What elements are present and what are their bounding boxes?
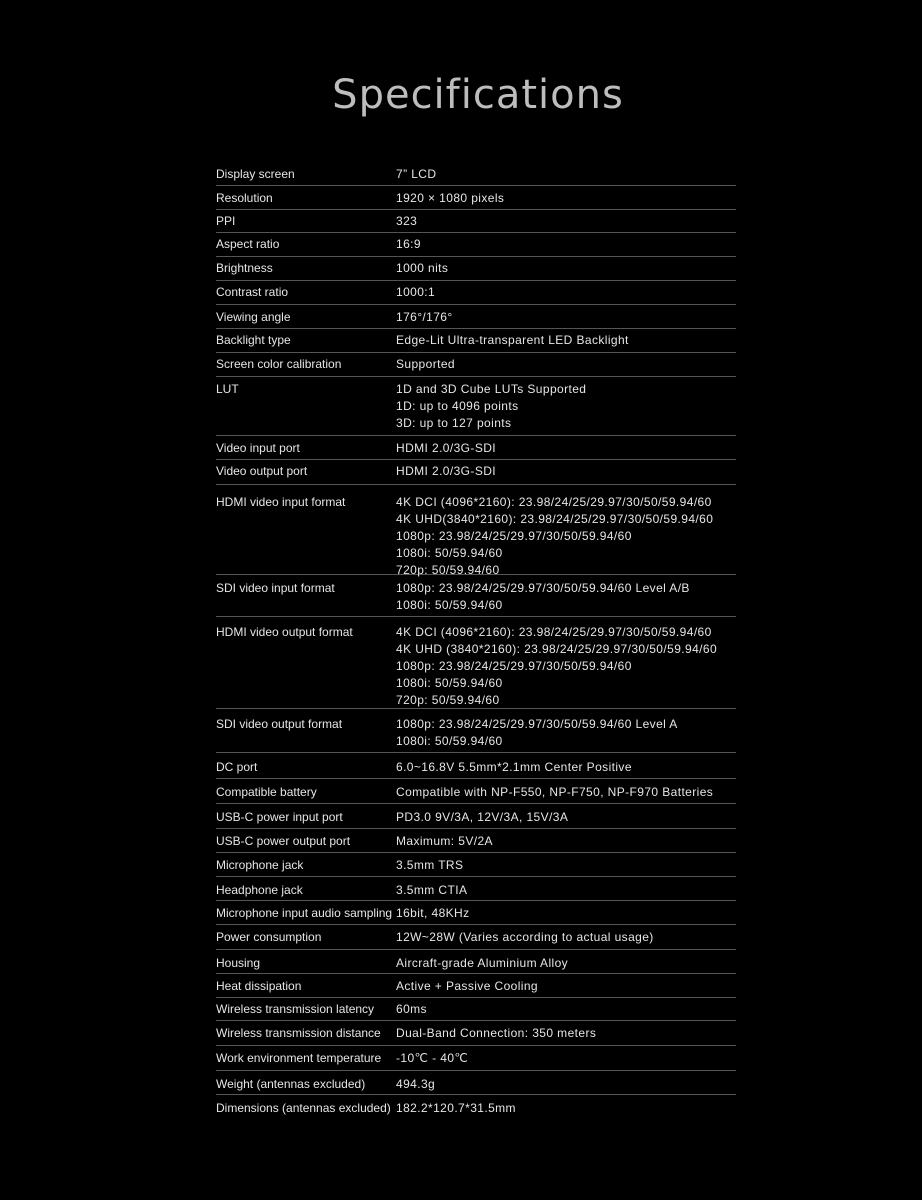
spec-row [216,329,736,353]
spec-label: Backlight type [216,333,291,347]
spec-value-line: 494.3g [396,1077,436,1091]
spec-value-line: Supported [396,357,455,371]
spec-value [396,716,736,750]
spec-row [216,950,736,974]
spec-value [396,1025,736,1042]
spec-value-line: 60ms [396,1002,427,1016]
spec-row [216,804,736,829]
spec-value [396,440,736,457]
spec-value [396,494,736,579]
spec-label: Display screen [216,167,295,181]
spec-label: Video output port [216,464,308,478]
spec-value [396,284,736,301]
page-title: Specifications [332,72,624,118]
spec-value-line: HDMI 2.0/3G-SDI [396,441,497,455]
spec-value [396,905,736,922]
spec-label: Screen color calibration [216,357,342,371]
spec-row [216,575,736,617]
spec-value-line: Aircraft-grade Aluminium Alloy [396,956,569,970]
spec-value [396,955,736,972]
spec-row [216,901,736,925]
spec-value-line: 7” LCD [396,167,437,181]
spec-label: Headphone jack [216,883,303,897]
spec-label: Wireless transmission distance [216,1026,381,1040]
spec-value-line: 1080i: 50/59.94/60 [396,734,503,748]
spec-label: Wireless transmission latency [216,1002,375,1016]
spec-value-line: 1080p: 23.98/24/25/29.97/30/50/59.94/60 Level A/B [396,581,690,595]
spec-label: Brightness [216,261,273,275]
spec-row [216,257,736,281]
spec-label: Viewing angle [216,310,291,324]
spec-value-line: 1080i: 50/59.94/60 [396,598,503,612]
spec-row [216,353,736,377]
spec-label: SDI video output format [216,717,343,731]
spec-row [216,186,736,210]
spec-label: HDMI video input format [216,495,346,509]
spec-value-line: PD3.0 9V/3A, 12V/3A, 15V/3A [396,810,569,824]
spec-row [216,210,736,233]
spec-value-line: 4K UHD (3840*2160): 23.98/24/25/29.97/30/50/59.94/60 [396,642,718,656]
spec-value-line: 3D: up to 127 points [396,416,512,430]
spec-value-line: 1080i: 50/59.94/60 [396,676,503,690]
spec-row [216,779,736,804]
spec-label: Microphone input audio sampling [216,906,393,920]
spec-value-line: 4K UHD(3840*2160): 23.98/24/25/29.97/30/50/59.94/60 [396,512,714,526]
spec-value [396,882,736,899]
spec-value [396,857,736,874]
spec-value [396,759,736,776]
spec-label: USB-C power input port [216,810,343,824]
spec-value [396,1076,736,1093]
spec-value-line: 1D: up to 4096 points [396,399,519,413]
spec-value-line: 16:9 [396,237,421,251]
spec-row [216,305,736,329]
spec-row [216,162,736,186]
spec-value-line: 3.5mm TRS [396,858,464,872]
spec-value [396,580,736,614]
spec-value-line: 1080p: 23.98/24/25/29.97/30/50/59.94/60 [396,659,632,673]
spec-value-line: Active + Passive Cooling [396,979,538,993]
spec-value-line: HDMI 2.0/3G-SDI [396,464,497,478]
spec-table [216,162,736,1119]
spec-value [396,309,736,326]
spec-value [396,784,736,801]
spec-label: PPI [216,214,236,228]
spec-label: Work environment temperature [216,1051,382,1065]
spec-label: SDI video input format [216,581,335,595]
spec-value-line: 6.0~16.8V 5.5mm*2.1mm Center Positive [396,760,632,774]
spec-value [396,624,736,709]
spec-label: Microphone jack [216,858,304,872]
spec-row [216,998,736,1021]
spec-label: HDMI video output format [216,625,353,639]
spec-value-line: 1000:1 [396,285,436,299]
spec-label: Video input port [216,441,300,455]
spec-value [396,1100,736,1117]
spec-row [216,460,736,485]
spec-label: USB-C power output port [216,834,351,848]
spec-value [396,213,736,230]
spec-value [396,260,736,277]
spec-value-line: 16bit, 48KHz [396,906,470,920]
spec-label: Housing [216,956,261,970]
spec-row [216,753,736,779]
spec-value [396,463,736,480]
spec-value-line: -10℃ - 40℃ [396,1051,469,1065]
spec-value-line: 1080p: 23.98/24/25/29.97/30/50/59.94/60 [396,529,632,543]
spec-value [396,833,736,850]
spec-value-line: 1000 nits [396,261,449,275]
spec-value-line: 323 [396,214,418,228]
spec-row [216,617,736,709]
spec-row [216,974,736,998]
spec-value [396,929,736,946]
spec-row [216,436,736,460]
spec-value-line: Edge-Lit Ultra-transparent LED Backlight [396,333,629,347]
spec-row [216,925,736,950]
spec-value-line: Dual-Band Connection: 350 meters [396,1026,597,1040]
spec-value-line: 3.5mm CTIA [396,883,468,897]
spec-value [396,1001,736,1018]
spec-value-line: 4K DCI (4096*2160): 23.98/24/25/29.97/30/50/59.94/60 [396,495,712,509]
spec-row [216,1071,736,1095]
spec-value-line: Compatible with NP-F550, NP-F750, NP-F970 Batteries [396,785,714,799]
spec-row [216,1021,736,1046]
spec-value-line: 1920 × 1080 pixels [396,191,505,205]
spec-label: Weight (antennas excluded) [216,1077,366,1091]
spec-value-line: 12W~28W (Varies according to actual usage) [396,930,654,944]
spec-row [216,485,736,575]
spec-label: Power consumption [216,930,322,944]
spec-row [216,853,736,877]
spec-value [396,166,736,183]
spec-row [216,233,736,257]
spec-label: Compatible battery [216,785,317,799]
spec-label: LUT [216,382,239,396]
spec-value [396,978,736,995]
spec-value-line: 720p: 50/59.94/60 [396,693,500,707]
spec-value [396,236,736,253]
spec-row [216,281,736,305]
spec-value [396,381,736,432]
spec-value-line: 1080i: 50/59.94/60 [396,546,503,560]
spec-value [396,809,736,826]
spec-row [216,1046,736,1071]
spec-value-line: 4K DCI (4096*2160): 23.98/24/25/29.97/30/50/59.94/60 [396,625,712,639]
spec-value-line: 176°/176° [396,310,453,324]
spec-value-line: 720p: 50/59.94/60 [396,563,500,577]
spec-label: Aspect ratio [216,237,280,251]
spec-row [216,1095,736,1119]
spec-value-line: 1D and 3D Cube LUTs Supported [396,382,587,396]
spec-value-line: 182.2*120.7*31.5mm [396,1101,516,1115]
spec-row [216,377,736,436]
spec-value-line: Maximum: 5V/2A [396,834,493,848]
spec-value [396,332,736,349]
spec-label: Heat dissipation [216,979,302,993]
spec-label: Dimensions (antennas excluded) [216,1101,391,1115]
spec-row [216,877,736,901]
spec-row [216,709,736,753]
spec-value [396,1050,736,1067]
spec-row [216,829,736,853]
spec-value [396,190,736,207]
spec-label: Resolution [216,191,273,205]
spec-label: Contrast ratio [216,285,289,299]
spec-value [396,356,736,373]
spec-value-line: 1080p: 23.98/24/25/29.97/30/50/59.94/60 Level A [396,717,678,731]
spec-label: DC port [216,760,258,774]
